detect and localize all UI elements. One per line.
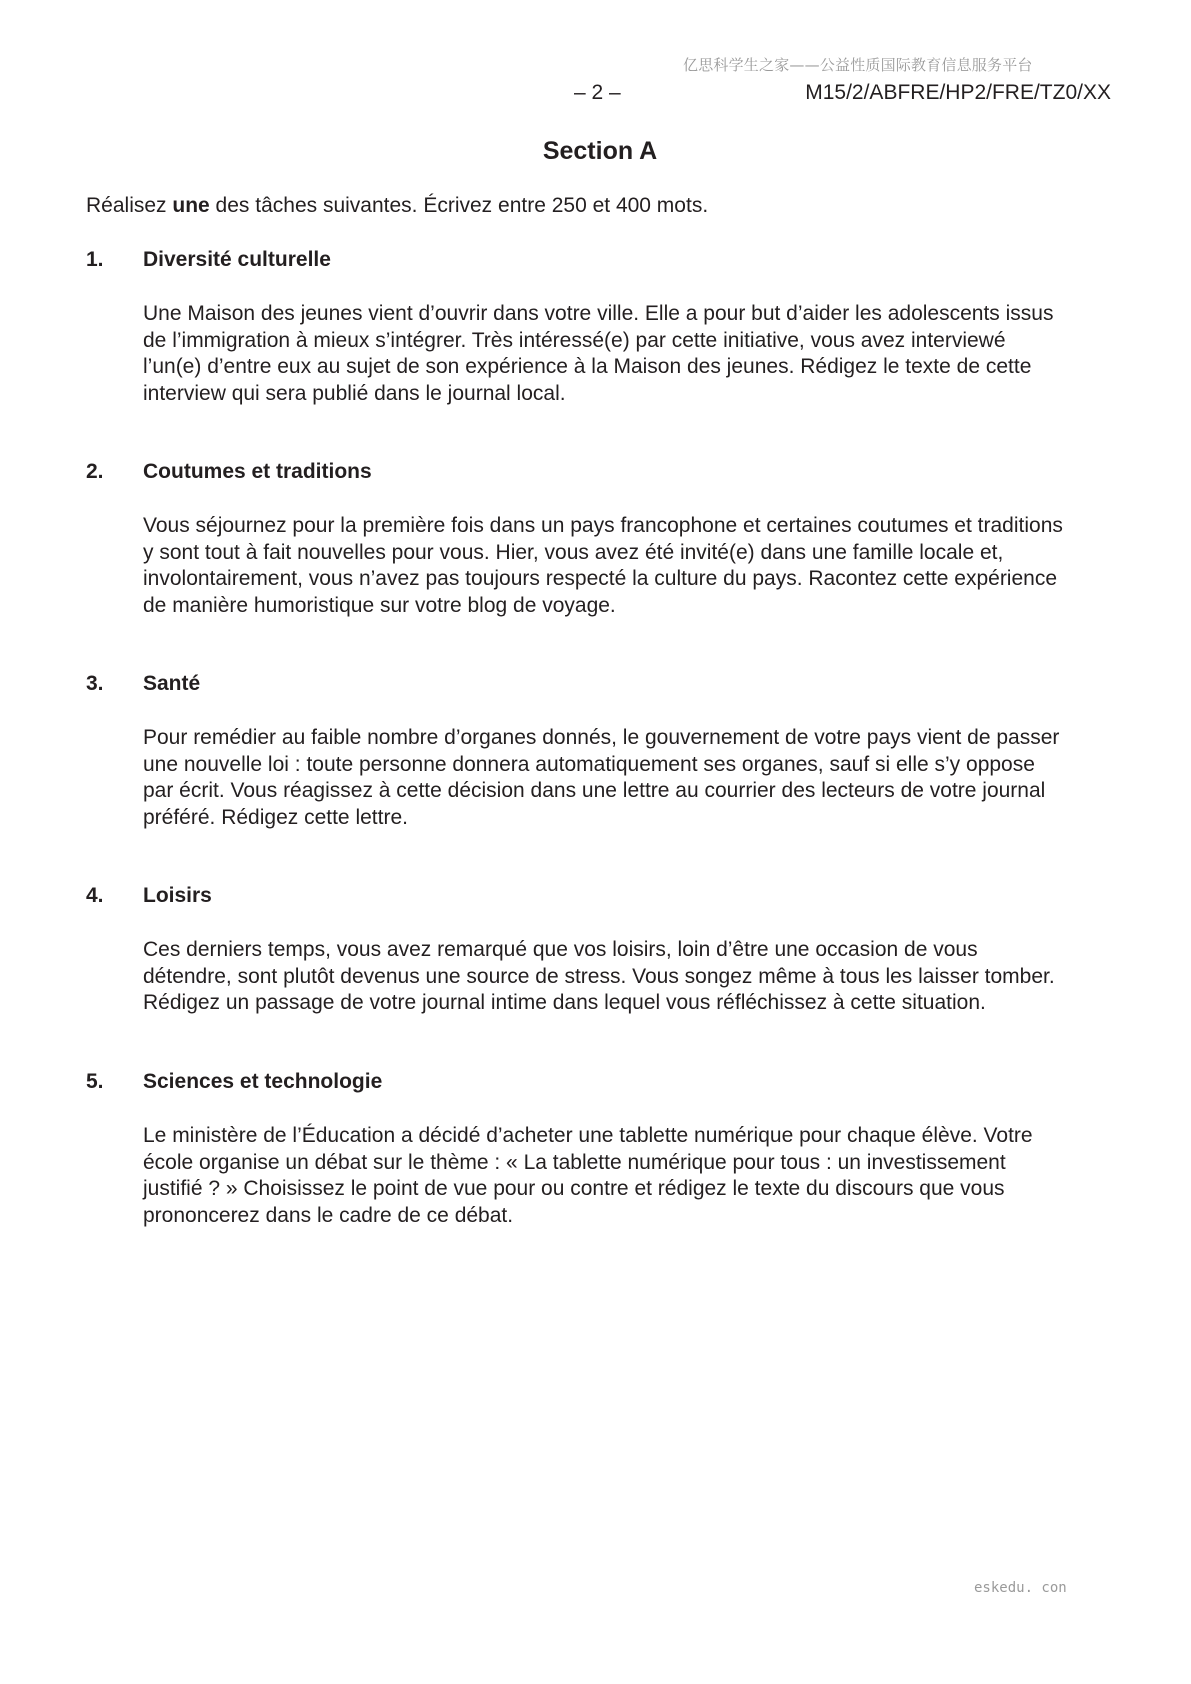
task-1-line: interview qui sera publié dans le journal local. (143, 381, 566, 405)
task-3-title: Santé (143, 672, 201, 695)
task-5 (86, 1069, 1126, 1229)
task-5-title: Sciences et technologie (143, 1070, 383, 1093)
instructions (86, 194, 708, 218)
task-4-line: Ces derniers temps, vous avez remarqué que vos loisirs, loin d’être une occasion de vous (143, 938, 978, 961)
instructions-text-bold: une (172, 194, 210, 217)
section-title: Section A (542, 137, 658, 165)
task-4-body (143, 937, 1126, 1017)
task-5-number: 5. (86, 1070, 104, 1093)
task-1-body (143, 301, 1126, 407)
task-1-line: Une Maison des jeunes vient d’ouvrir dans votre ville. Elle a pour but d’aider les adolescents issus (143, 302, 1054, 325)
task-4-line: Rédigez un passage de votre journal intime dans lequel vous réfléchissez à cette situation. (143, 991, 986, 1014)
task-2 (86, 459, 1126, 619)
task-5-line: école organise un débat sur le thème : « La tablette numérique pour tous : un investissement (143, 1150, 1006, 1174)
task-3-line: par écrit. Vous réagissez à cette décision dans une lettre au courrier des lecteurs de votre journal (143, 779, 1046, 802)
task-1-header (86, 247, 1126, 273)
task-2-line: y sont tout à fait nouvelles pour vous. Hier, vous avez été invité(e) dans une famille locale et, (143, 540, 1004, 564)
task-2-line: involontairement, vous n’avez pas toujours respecté la culture du pays. Racontez cette expérience (143, 567, 1058, 590)
task-1 (86, 247, 1126, 407)
task-2-body (143, 513, 1126, 619)
task-3-header (86, 671, 1126, 697)
task-4-header (86, 883, 1126, 909)
task-1-line: l’un(e) d’entre eux au sujet de son expérience à la Maison des jeunes. Rédigez le texte de cette (143, 355, 1032, 378)
task-5-line: justifié ? » Choisissez le point de vue pour ou contre et rédigez le texte du discours que vous (143, 1177, 1005, 1200)
watermark-top: 亿思科学生之家——公益性质国际教育信息服务平台 (683, 56, 1033, 74)
task-1-line: de l’immigration à mieux s’intégrer. Très intéressé(e) par cette initiative, vous avez interviewé (143, 328, 1006, 352)
watermark-bottom: eskedu. con (974, 1580, 1067, 1596)
instructions-text-after: des tâches suivantes. Écrivez entre 250 et 400 mots. (209, 194, 709, 217)
task-5-body (143, 1123, 1126, 1229)
task-2-number: 2. (86, 460, 104, 483)
task-2-header (86, 459, 1126, 485)
task-5-line: Le ministère de l’Éducation a décidé d’acheter une tablette numérique pour chaque élève. Votre (143, 1124, 1033, 1147)
task-2-line: Vous séjournez pour la première fois dans un pays francophone et certaines coutumes et traditions (143, 514, 1063, 537)
task-3 (86, 671, 1126, 831)
page-number: – 2 – (574, 81, 621, 104)
task-3-number: 3. (86, 672, 104, 695)
task-1-title: Diversité culturelle (143, 248, 331, 271)
task-3-line: Pour remédier au faible nombre d’organes donnés, le gouvernement de votre pays vient de passer (143, 726, 1060, 749)
task-3-body (143, 725, 1126, 831)
task-3-line: préféré. Rédigez cette lettre. (143, 805, 408, 829)
exam-code: M15/2/ABFRE/HP2/FRE/TZ0/XX (805, 81, 1111, 104)
task-5-line: prononcerez dans le cadre de ce débat. (143, 1203, 514, 1227)
task-2-line: de manière humoristique sur votre blog de voyage. (143, 593, 616, 617)
instructions-text-before: Réalisez (86, 194, 173, 217)
task-1-number: 1. (86, 248, 104, 271)
task-4-line: détendre, sont plutôt devenus une source de stress. Vous songez même à tous les laisser tomber. (143, 964, 1055, 988)
task-4 (86, 883, 1126, 1017)
task-4-number: 4. (86, 884, 104, 907)
task-4-title: Loisirs (143, 884, 212, 907)
task-3-line: une nouvelle loi : toute personne donnera automatiquement ses organes, sauf si elle s’y oppose (143, 752, 1035, 776)
task-2-title: Coutumes et traditions (143, 460, 372, 483)
task-5-header (86, 1069, 1126, 1095)
